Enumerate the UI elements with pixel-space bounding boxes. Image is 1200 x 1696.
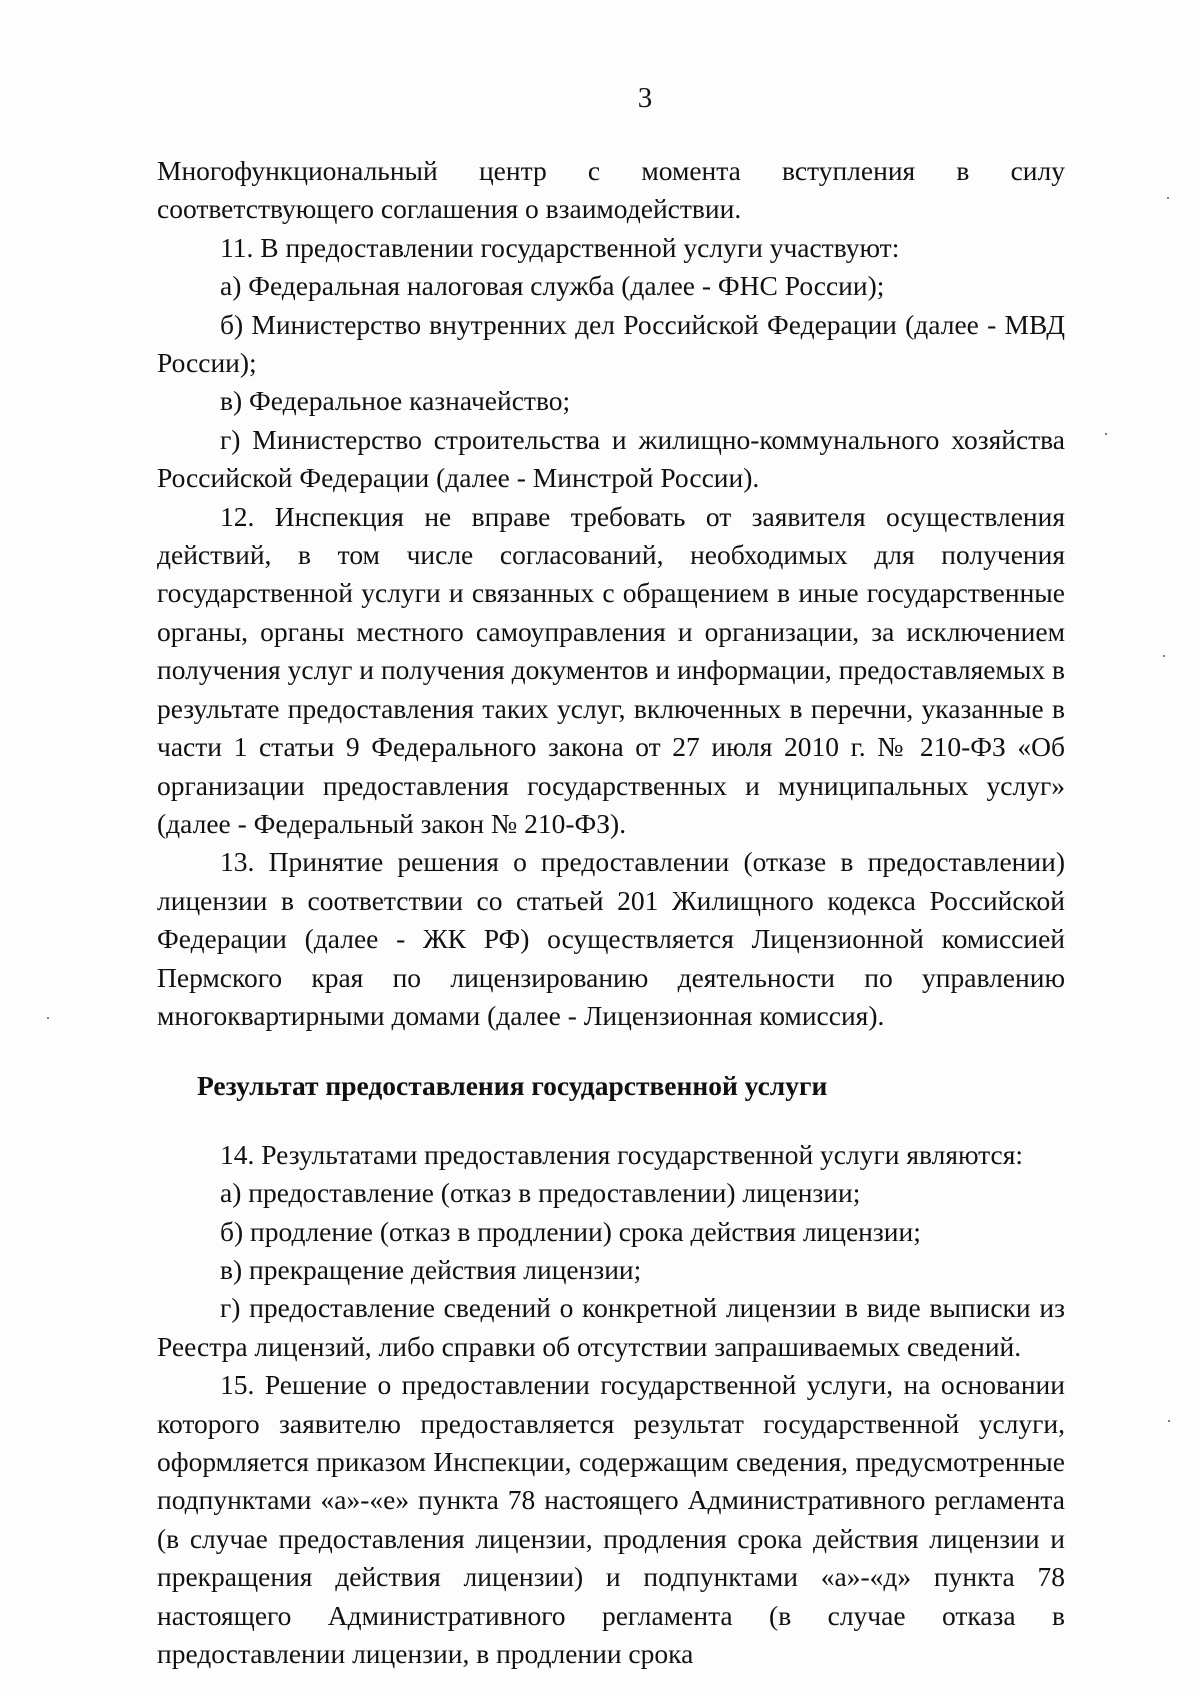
paragraph-item-14g: г) предоставление сведений о конкретной лицензии в виде выписки из Реестра лицензий, либо справки об отсутствии запрашиваемых сведений. <box>157 1292 1065 1362</box>
paragraph-item-11b: б) Министерство внутренних дел Российской Федерации (далее - МВД России); <box>157 308 1065 379</box>
scan-speck <box>1168 1420 1170 1422</box>
scan-speck <box>1105 433 1107 435</box>
document-body <box>157 152 1065 1673</box>
paragraph-item-11g: г) Министерство строительства и жилищно-коммунального хозяйства Российской Федерации (далее - Минстрой России). <box>157 423 1065 494</box>
paragraph-item-11: 11. В предоставлении государственной услуги участвуют: <box>220 231 900 263</box>
scan-speck <box>1167 197 1169 199</box>
paragraph-item-12: 12. Инспекция не вправе требовать от заявителя осуществления действий, в том числе согласований, необходимых для получения государственной услуги и связанных с обращением в иные государственные органы, органы местного самоуправления и организации, за исключением получения услуг и получения документов и информации, предоставляемых в результате предоставления таких услуг, включенных в перечни, указанные в части 1 статьи 9 Федерального закона от 27 июля 2010 г. № 210-ФЗ «Об организации предоставления государственных и муниципальных услуг» (далее - Федеральный закон № 210-ФЗ). <box>157 500 1065 839</box>
paragraph-item-15: 15. Решение о предоставлении государственной услуги, на основании которого заявителю предоставляется результат государственной услуги, оформляется приказом Инспекции, содержащим сведения, предусмотренные подпунктами «а»-«е» пункта 78 настоящего Административного регламента (в случае предоставления лицензии, продления срока действия лицензии и прекращения действия лицензии) и подпунктами «а»-«д» пункта 78 настоящего Административного регламента (в случае отказа в предоставлении лицензии, в продлении срока <box>157 1369 1065 1670</box>
section-heading: Результат предоставления государственной услуги <box>197 1070 828 1102</box>
paragraph-item-14b: б) продление (отказ в продлении) срока действия лицензии; <box>220 1215 921 1247</box>
paragraph-item-14v: в) прекращение действия лицензии; <box>220 1253 642 1285</box>
scan-speck <box>47 1017 49 1019</box>
paragraph-item-14: 14. Результатами предоставления государственной услуги являются: <box>220 1138 1024 1170</box>
paragraph-item-11v: в) Федеральное казначейство; <box>220 385 571 417</box>
scan-speck <box>1163 655 1165 657</box>
page-number: 3 <box>637 82 653 114</box>
paragraph-continuation: Многофункциональный центр с момента вступления в силу соответствующего соглашения о взаимодействии. <box>157 155 1065 225</box>
paragraph-item-11a: а) Федеральная налоговая служба (далее - ФНС России); <box>220 270 885 302</box>
paragraph-item-13: 13. Принятие решения о предоставлении (отказе в предоставлении) лицензии в соответствии со статьей 201 Жилищного кодекса Российской Федерации (далее - ЖК РФ) осуществляется Лицензионной комиссией Пермского края по лицензированию деятельности по управлению многоквартирными домами (далее - Лицензионная комиссия). <box>157 846 1065 1031</box>
paragraph-item-14a: а) предоставление (отказ в предоставлении) лицензии; <box>220 1177 861 1209</box>
